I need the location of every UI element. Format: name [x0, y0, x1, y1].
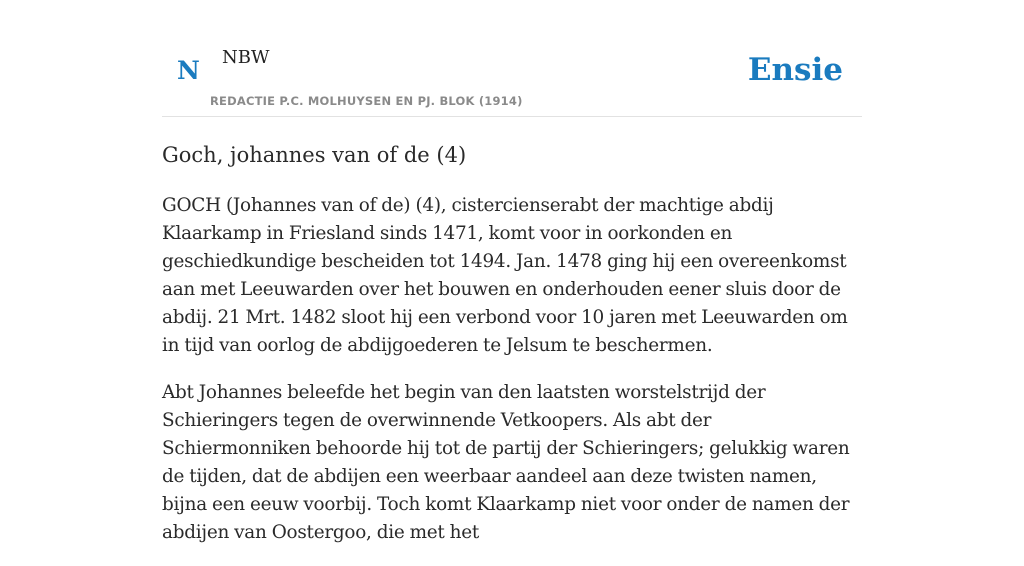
article-paragraph: GOCH (Johannes van of de) (4), cistercienserabt der machtige abdij Klaarkamp in Friesland sinds 1471, komt voor in oorkonden en geschiedkundige bescheiden tot 1494. Jan. 1478 ging hij een overeenkomst aan met Leeuwarden over het bouwen en onderhouden eener sluis door de abdij. 21 Mrt. 1482 sloot hij een verbond voor 10 jaren met Leeuwarden om in tijd van oorlog de abdijgoederen te Jelsum te beschermen. — [162, 195, 848, 356]
source-header — [162, 0, 862, 117]
source-name[interactable]: NBW — [222, 47, 270, 68]
ensie-logo[interactable]: Ensie — [747, 52, 843, 88]
article-title: Goch, johannes van of de (4) — [162, 143, 467, 167]
article-paragraph: Abt Johannes beleefde het begin van den laatsten worstelstrijd der Schieringers tegen de overwinnende Vetkoopers. Als abt der Schiermonniken behoorde hij tot de partij der Schieringers; gelukkig waren de tijden, dat de abdijen een weerbaar aandeel aan deze twisten namen, bijna een eeuw voorbij. Toch komt Klaarkamp niet voor onder de namen der abdijen van Oostergoo, die met het — [162, 382, 850, 543]
source-subtitle: REDACTIE P.C. MOLHUYSEN EN PJ. BLOK (1914) — [210, 94, 523, 108]
source-logo[interactable]: N — [177, 56, 200, 85]
article-body — [162, 192, 862, 566]
article-page — [162, 0, 862, 543]
